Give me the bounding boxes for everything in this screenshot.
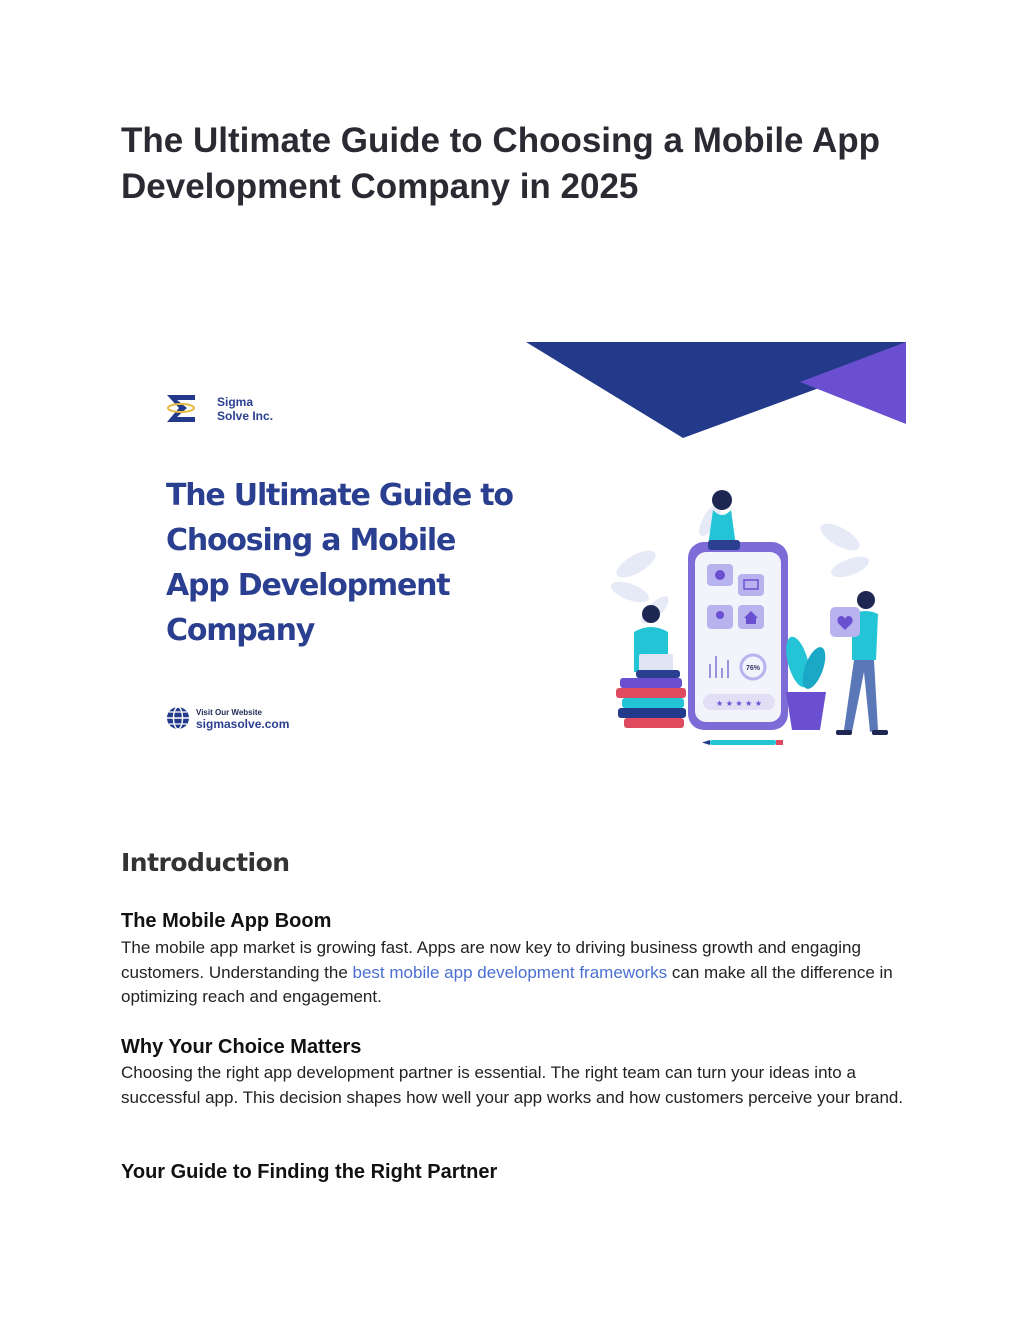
section-paragraph-mobile-app-boom bbox=[121, 936, 911, 1010]
introduction-heading: Introduction bbox=[121, 848, 290, 877]
banner-headline-line-2: Choosing a Mobile bbox=[166, 523, 456, 558]
pencil-illustration bbox=[702, 740, 783, 745]
frameworks-link[interactable]: best mobile app development frameworks bbox=[352, 962, 668, 982]
globe-icon bbox=[167, 707, 189, 729]
smartphone-illustration bbox=[688, 542, 788, 730]
banner-headline-line-1: The Ultimate Guide to bbox=[166, 478, 513, 513]
banner-headline-line-3: App Development bbox=[166, 568, 450, 603]
woman-figure-illustration bbox=[708, 490, 740, 550]
document-title bbox=[121, 118, 921, 210]
hero-banner-image bbox=[150, 342, 906, 762]
section-heading-mobile-app-boom: The Mobile App Boom bbox=[121, 910, 332, 932]
banner-headline-line-4: Company bbox=[166, 613, 315, 648]
section-heading-right-partner: Your Guide to Finding the Right Partner bbox=[121, 1161, 498, 1183]
brand-name-line-2: Solve Inc. bbox=[217, 409, 274, 423]
paragraph-text-start: The mobile app market is growing fast. Apps are now key to driving business growth and engaging customers. Understanding the bbox=[121, 938, 861, 982]
rating-stars: ★ ★ ★ ★ ★ bbox=[715, 699, 763, 708]
brand-name-line-1: Sigma bbox=[217, 395, 254, 409]
section-heading-why-choice-matters: Why Your Choice Matters bbox=[121, 1036, 362, 1058]
website-url: sigmasolve.com bbox=[196, 717, 290, 731]
man-standing-illustration bbox=[830, 591, 888, 735]
plant-illustration bbox=[782, 634, 830, 730]
section-paragraph-why-choice-matters: Choosing the right app development partner is essential. The right team can turn your ideas into a successful app. This decision shapes how well your app works and how customers perceive your brand. bbox=[121, 1063, 904, 1107]
progress-label: 76% bbox=[745, 665, 761, 672]
sigma-logo-icon bbox=[167, 395, 195, 422]
visit-website-label: Visit Our Website bbox=[196, 708, 262, 717]
man-sitting-illustration bbox=[616, 605, 686, 728]
paragraph-text-end: can make all the difference in optimizing reach and engagement. bbox=[121, 962, 893, 1006]
document-title-line-1: The Ultimate Guide to Choosing a Mobile App bbox=[121, 121, 880, 160]
document-title-line-2: Development Company in 2025 bbox=[121, 167, 639, 206]
